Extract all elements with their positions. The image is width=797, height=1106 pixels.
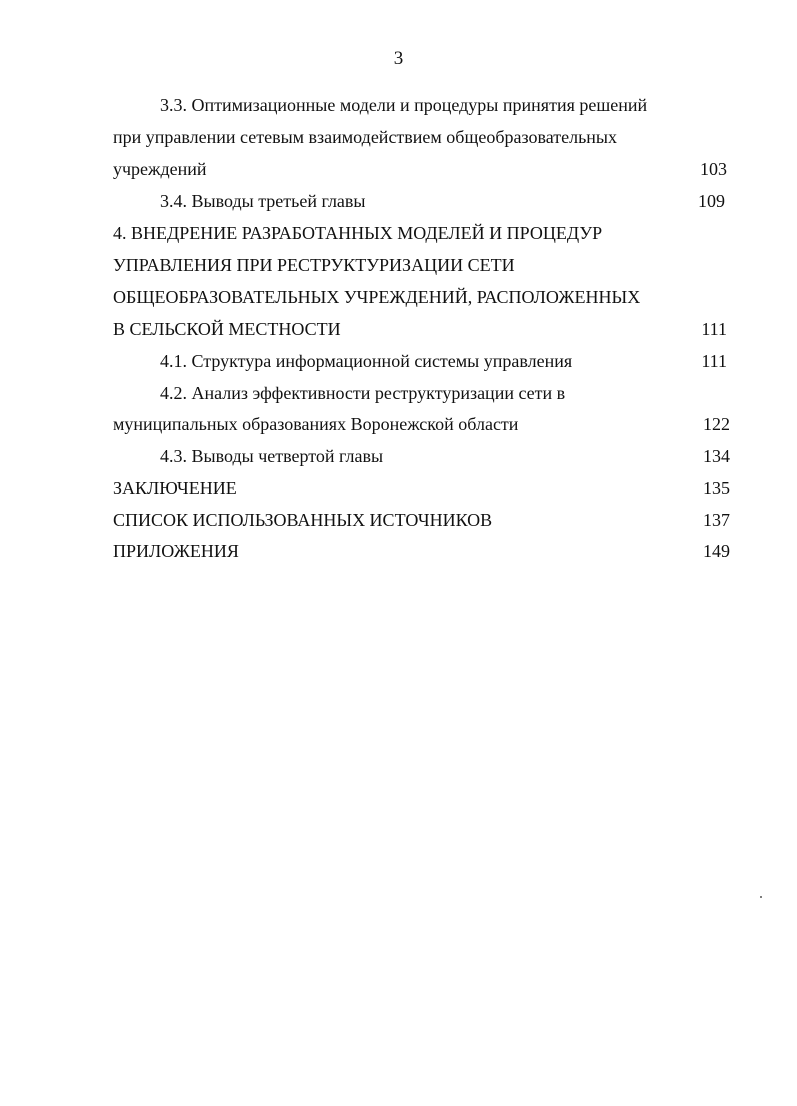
toc-page-number: 109: [698, 191, 725, 211]
toc-entry-text: ЗАКЛЮЧЕНИЕ: [113, 478, 237, 498]
toc-page-number: 149: [703, 541, 730, 561]
toc-entry-text: учреждений: [113, 159, 207, 179]
toc-entry-text: при управлении сетевым взаимодействием общеобразовательных: [113, 127, 618, 147]
page-number: 3: [393, 48, 404, 69]
toc-entry-text: 4.2. Анализ эффективности реструктуризации сети в: [160, 383, 566, 403]
toc-entry-text: В СЕЛЬСКОЙ МЕСТНОСТИ: [113, 319, 341, 339]
scan-speck: [760, 896, 762, 898]
toc-entry-text: СПИСОК ИСПОЛЬЗОВАННЫХ ИСТОЧНИКОВ: [113, 510, 493, 530]
toc-entry-text: 3.3. Оптимизационные модели и процедуры принятия решений: [160, 95, 648, 115]
toc-page-number: 137: [703, 510, 730, 530]
toc-page-number: 134: [703, 446, 730, 466]
toc-entry-text: 3.4. Выводы третьей главы: [160, 191, 366, 211]
toc-page-number: 122: [703, 414, 730, 434]
toc-entry-text: 4.3. Выводы четвертой главы: [160, 446, 384, 466]
toc-page-number: 135: [703, 478, 730, 498]
toc-entry-text: муниципальных образованиях Воронежской области: [113, 414, 519, 434]
toc-page-number: 103: [700, 159, 727, 179]
toc-page-number: 111: [701, 351, 727, 371]
toc-entry-text: 4. ВНЕДРЕНИЕ РАЗРАБОТАННЫХ МОДЕЛЕЙ И ПРОЦЕДУР: [113, 223, 603, 243]
toc-entry-text: УПРАВЛЕНИЯ ПРИ РЕСТРУКТУРИЗАЦИИ СЕТИ: [113, 255, 515, 275]
toc-entry-text: ПРИЛОЖЕНИЯ: [113, 541, 239, 561]
toc-entry-text: ОБЩЕОБРАЗОВАТЕЛЬНЫХ УЧРЕЖДЕНИЙ, РАСПОЛОЖЕННЫХ: [113, 287, 641, 307]
toc-page-number: 111: [701, 319, 727, 339]
toc-entry-text: 4.1. Структура информационной системы управления: [160, 351, 573, 371]
